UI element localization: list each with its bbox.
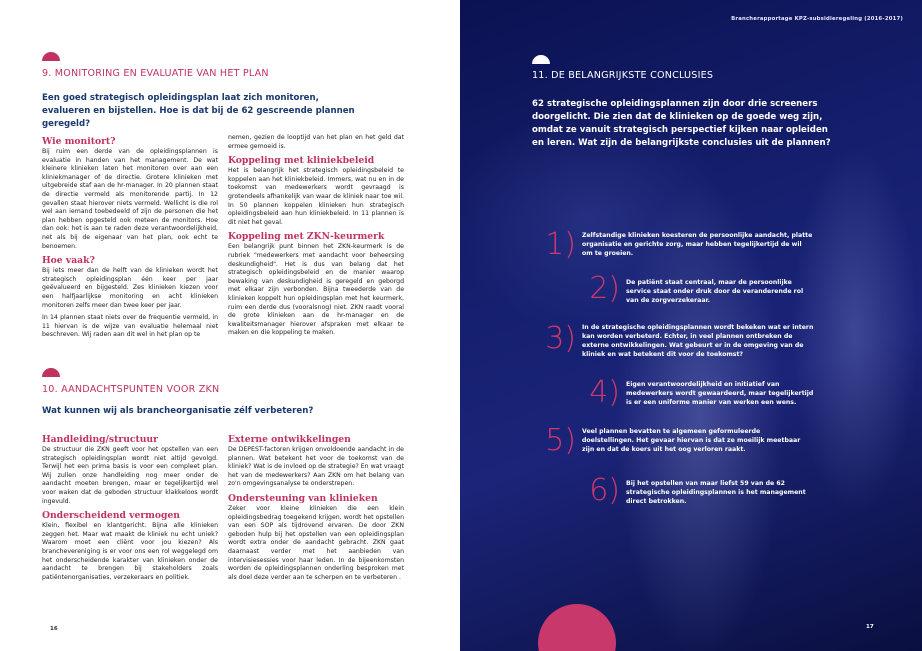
heading-koppeling-zkn-keurmerk: Koppeling met ZKN-keurmerk [228,231,385,243]
conclusion-item [536,322,836,359]
conclusion-number: 6) [589,473,620,508]
paragraph: Zeker voor kleine klinieken die een klein opleidingsbedrag toegekend krijgen, wordt het opstellen van een SOP als tijdrovend ervaren. De door ZKN geboden hulp bij het opstellen van een opleidingsplan wordt extra onder de aandacht gebracht. ZKN gaat daarnaast verder met het aanbieden van intervisiesessies voor haar leden. In de bijeenkomsten worden de opleidingsplannen onderling besproken met als doel deze verder aan te scherpen en te verbeteren . [228,504,404,581]
conclusion-number: 2) [589,271,620,306]
conclusion-item [536,424,836,458]
section-11-title: 11. DE BELANGRIJKSTE CONCLUSIES [532,70,714,81]
section-9-lead: Een goed strategisch opleidingsplan laat zich monitoren, evalueren en bijstellen. Hoe is dat bij de 62 gescreende plannen geregeld? [42,93,355,129]
heading-externe-ontwikkelingen: Externe ontwikkelingen [228,434,351,445]
conclusion-item [580,474,836,508]
conclusion-item [580,272,836,306]
conclusion-number: 3) [545,321,576,356]
left-page [0,0,460,651]
section-9-title: 9. MONITORING EN EVALUATIE VAN HET PLAN [42,68,269,79]
paragraph: In 14 plannen staat niets over de frequentie vermeld, in 11 hiervan is de wijze van evaluatie helemaal niet beschreven. Wij raden aan dit wel in het plan op te [42,314,218,339]
conclusion-item [536,228,836,262]
conclusion-text: De patiënt staat centraal, maar de persoonlijke service staat onder druk door de veranderende rol van de zorgverzekeraar. [626,279,804,304]
section-marker-icon [532,55,550,64]
section-marker-icon [42,368,60,377]
right-page [460,0,922,651]
section-9-column-2 [228,134,404,342]
paragraph: De DEPEST-factoren krijgen onvoldoende aandacht in de plannen. Wat betekent het voor de toekomst van de kliniek? Wat is de invloed op de strategie? En wat vraagt het van de medewerkers? Aan ZKN om het belang van zo'n omgevingsanalyse te onderstrepen. [228,446,404,488]
conclusion-item [580,376,836,410]
section-10-lead: Wat kunnen wij als brancheorganisatie zélf verbeteren? [42,406,314,416]
section-9-column-1 [42,134,218,344]
heading-wie-monitort: Wie monitort? [42,136,116,147]
conclusion-text: Veel plannen bevatten te algemeen geformuleerde doelstellingen. Het gevaar hiervan is dat ze moeilijk meetbaar zijn en dat de koers uit het oog verloren raakt. [582,428,801,453]
paragraph: De structuur die ZKN geeft voor het opstellen van een strategisch opleidingsplan wordt niet altijd gevolgd. Terwijl het een prima basis is voor een compleet plan. Wij zullen onze handleiding nog meer onder de aandacht moeten brengen, maar er tegelijkertijd wel voor waken dat de geboden structuur klakkeloos wordt ingevuld. [42,446,218,505]
heading-handleiding: Handleiding/structuur [42,434,158,445]
section-11-lead: 62 strategische opleidingsplannen zijn door drie screeners doorgelicht. Die zien dat de klinieken op de goede weg zijn, omdat ze vanuit strategisch perspectief kijken naar opleiden en leren. Wat zijn de belangrijkste conclusies uit de plannen? [532,99,831,148]
paragraph: Bij ruim een derde van de opleidingsplannen is evaluatie in handen van het management. De wat kleinere klinieken laten het monitoren over aan een kliniekmanager of de directie. Grotere klinieken met uitgebreide staf aan de hr-manager. In 20 plannen staat de directie vermeld als monitorende partij. In 12 gevallen staat hierover niets vermeld. Wellicht is die rol wel aan iemand toebedeeld of zijn de personen die het plan hebben opgesteld ook meteen de monitors. Hoe dan ook: het is aan te raden deze verantwoordelijkheid, net als bij de eigenaar van het plan, ook echt te benoemen. [42,148,218,250]
paragraph: Een belangrijk punt binnen het ZKN-keurmerk is de rubriek "medewerkers met aandacht voor beheersing deskundigheid". Het is dus van belang dat het strategisch opleidingsbeleid en de manier waarop bewaking van deskundigheid is geregeld en geborgd met elkaar zijn verbonden. Bijna tweederde van de klinieken koppelt hun opleidingsplan met het keurmerk, ruim een derde dus (vooralsnog) niet. ZKN raadt vooral de grote klinieken aan de hr-manager en de kwaliteitsmanager hierover afspraken met elkaar te maken en die koppeling te maken. [228,243,404,337]
section-10-title: 10. AANDACHTSPUNTEN VOOR ZKN [42,384,220,395]
page-number: 17 [866,624,874,630]
section-10-column-1 [42,432,218,586]
conclusion-text: Bij het opstellen van maar liefst 59 van de 62 strategische opleidingsplannen is het management direct betrokken. [626,480,806,505]
conclusion-number: 5) [545,423,576,458]
heading-ondersteuning-klinieken: Ondersteuning van klinieken [228,492,378,504]
conclusion-text: Eigen verantwoordelijkheid en initiatief van medewerkers wordt gewaardeerd, maar tegelijkertijd is er een uniforme manier van werken een wens. [626,381,814,406]
heading-hoe-vaak: Hoe vaak? [42,255,95,267]
conclusion-text: Zelfstandige klinieken koesteren de persoonlijke aandacht, platte organisatie en gerichte zorg, maar hebben tegelijkertijd de wil om te groeien. [582,232,813,257]
decorative-circle [538,604,616,651]
paragraph: Bij iets meer dan de helft van de klinieken wordt het strategisch opleidingsplan één keer per jaar geëvalueerd en bijgesteld. Zes klinieken kiezen voor een halfjaarlijkse monitoring en acht klinieken monitoren zelfs meer dan twee keer per jaar. [42,267,218,309]
section-10-column-2 [228,432,404,586]
conclusion-number: 1) [545,227,576,262]
conclusion-number: 4) [589,375,620,410]
running-header: Brancherapportage KPZ-subsidieregeling (2016-2017) [731,16,903,22]
paragraph: nemen, gezien de looptijd van het plan en het geld dat ermee gemoeid is. [228,134,404,150]
conclusion-text: In de strategische opleidingsplannen wordt bekeken wat er intern kan worden verbeterd. Echter, in veel plannen ontbreken de externe ontwikkelingen. Wat gebeurt er in de omgeving van de kliniek en wat betekent dit voor de toekomst? [582,324,814,358]
heading-onderscheidend-vermogen: Onderscheidend vermogen [42,510,180,522]
paragraph: Klein, flexibel en klantgericht. Bijna alle klinieken zeggen het. Maar wat maakt de kliniek nu echt uniek? Waarom moet een cliënt voor jou kiezen? Als branchevereniging is er voor ons een rol weggelegd om het onderscheidende karakter van klinieken onder de aandacht te brengen bij stakeholders zoals patiëntenorganisaties, verzekeraars en politiek. [42,522,218,581]
page-number: 16 [50,626,58,632]
paragraph: Het is belangrijk het strategisch opleidingsbeleid te koppelen aan het kliniekbeleid. Immers, wat nu en in de toekomst van medewerkers wordt gevraagd is grotendeels afhankelijk van waar de kliniek naar toe wil. In 50 plannen koppelen klinieken hun strategisch opleidingsbeleid aan hun kliniekbeleid. In 11 plannen is dit niet het geval. [228,167,404,226]
section-marker-icon [42,52,60,61]
heading-koppeling-kliniekbeleid: Koppeling met kliniekbeleid [228,155,375,167]
